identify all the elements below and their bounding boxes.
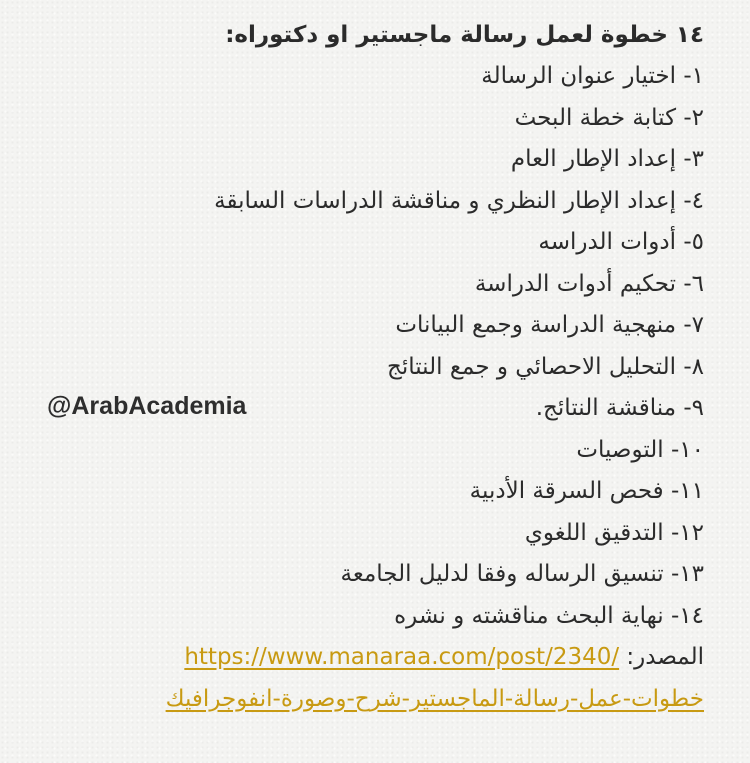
list-item: ٩- مناقشة النتائج. — [535, 395, 704, 421]
list-item: ٣- إعداد الإطار العام — [510, 146, 704, 172]
list-item: ١- اختيار عنوان الرسالة — [481, 63, 704, 89]
list-item: ١٢- التدقيق اللغوي — [524, 519, 704, 546]
list-item: ٦- تحكيم أدوات الدراسة — [474, 270, 704, 297]
note-content — [44, 14, 704, 720]
account-handle: @ArabAcademia — [47, 392, 247, 420]
list-item: ١١- فحص السرقة الأدبية — [469, 478, 704, 504]
list-item: ٧- منهجية الدراسة وجمع البيانات — [395, 312, 704, 338]
source-url-link-continued[interactable]: خطوات-عمل-رسالة-الماجستير-شرح-وصورة-انفوجرافيك — [165, 685, 704, 712]
note-title: ١٤ خطوة لعمل رسالة ماجستير او دكتوراه: — [225, 22, 704, 48]
list-item: ٨- التحليل الاحصائي و جمع النتائج — [386, 353, 704, 380]
source-url-link[interactable]: https://www.manaraa.com/post/2340/ — [184, 644, 620, 670]
list-item: ٤- إعداد الإطار النظري و مناقشة الدراسات السابقة — [214, 187, 704, 214]
source-label: المصدر: — [626, 644, 704, 670]
list-item: ١٤- نهاية البحث مناقشته و نشره — [394, 602, 704, 629]
list-item: ١٠- التوصيات — [576, 436, 704, 463]
source-line — [44, 637, 704, 679]
list-item: ١٣- تنسيق الرساله وفقا لدليل الجامعة — [340, 561, 704, 587]
list-item: ٥- أدوات الدراسه — [538, 229, 704, 255]
source-line-2 — [44, 679, 704, 721]
list-item: ٢- كتابة خطة البحث — [514, 104, 704, 131]
